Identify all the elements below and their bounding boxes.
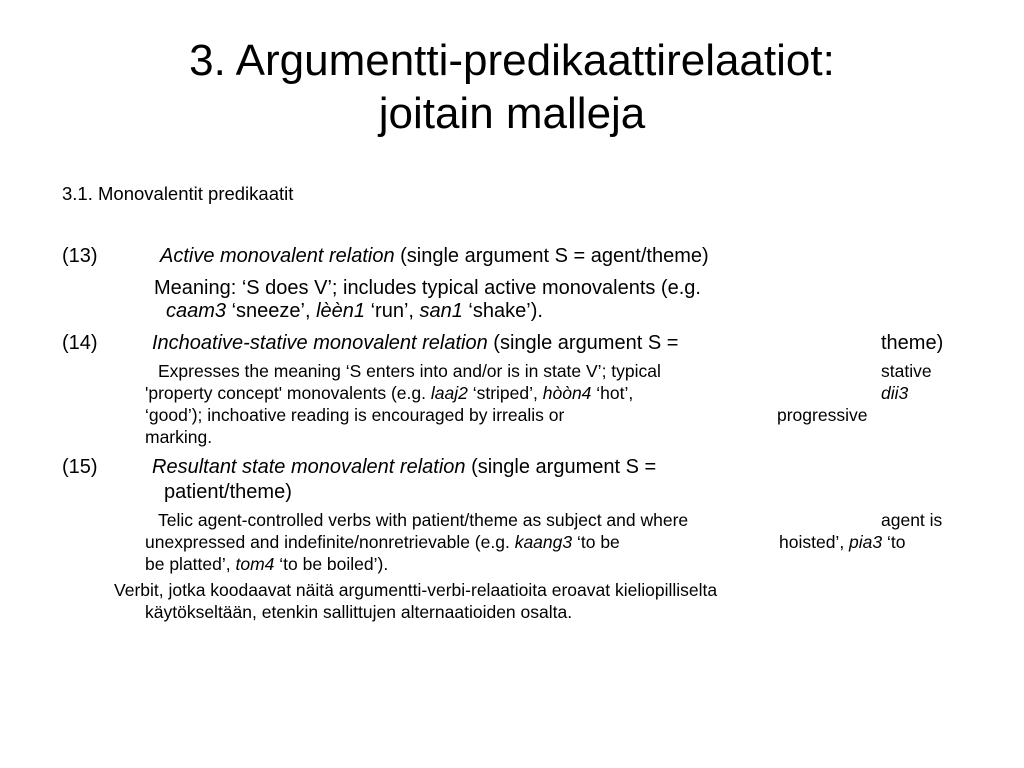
- item-15-heading: [152, 455, 656, 479]
- slide-title-line-2: joitain malleja: [378, 89, 646, 138]
- closing-line-1: Verbit, jotka koodaavat näitä argumentti-verbi-relaatioita eroavat kieliopilliselta: [114, 580, 718, 600]
- gloss: hoisted’,: [779, 532, 850, 552]
- slide-title: [0, 34, 1024, 140]
- gloss: ‘to: [882, 532, 906, 552]
- item-15-desc-line-3: [145, 554, 388, 575]
- example-word: tom4: [235, 554, 275, 574]
- item-15-desc-line-2: [145, 532, 620, 553]
- item-14-desc-line-4: marking.: [145, 427, 213, 447]
- example-word: dii3: [881, 383, 909, 403]
- example-word: caam3: [166, 300, 227, 322]
- item-15-number: (15): [62, 456, 98, 478]
- example-word: pia3: [849, 532, 883, 552]
- item-13-desc-line-1: Meaning: ‘S does V’; includes typical active monovalents (e.g.: [154, 277, 701, 299]
- example-word: hòòn4: [542, 383, 592, 403]
- text: 'property concept' monovalents (e.g.: [145, 383, 431, 403]
- gloss: ‘to be boiled’).: [274, 554, 389, 574]
- item-13-heading-rest: (single argument S = agent/theme): [394, 245, 709, 267]
- item-14-heading-italic: Inchoative-stative monovalent relation: [152, 332, 488, 354]
- item-14-desc-line-3a: ‘good’); inchoative reading is encouraged by irrealis or: [145, 405, 565, 425]
- item-14-desc-line-1a: Expresses the meaning ‘S enters into and/or is in state V’; typical: [158, 361, 661, 381]
- item-15-heading-rest: (single argument S =: [465, 456, 657, 478]
- item-15-heading-line-2: patient/theme): [164, 481, 292, 503]
- subheading: 3.1. Monovalentit predikaatit: [62, 183, 294, 204]
- example-word: san1: [419, 300, 463, 322]
- item-14-number: (14): [62, 332, 98, 354]
- item-15-desc-line-1a: Telic agent-controlled verbs with patient/theme as subject and where: [158, 510, 689, 530]
- item-14-heading: [152, 331, 678, 355]
- example-word: laaj2: [430, 383, 468, 403]
- gloss: ‘shake’).: [462, 300, 543, 322]
- item-14-desc-line-1b: stative: [881, 361, 932, 381]
- item-14-desc-line-3b: progressive: [777, 405, 868, 425]
- item-13-heading-italic: Active monovalent relation: [160, 245, 395, 267]
- item-15-desc-line-2-cont: [779, 532, 906, 553]
- gloss: be platted’,: [145, 554, 236, 574]
- item-14-desc-line-2-word: [881, 383, 908, 404]
- slide-title-line-1: 3. Argumentti-predikaattirelaatiot:: [189, 36, 835, 85]
- gloss: ‘hot’,: [591, 383, 634, 403]
- gloss: ‘striped’,: [467, 383, 543, 403]
- example-word: kaang3: [514, 532, 573, 552]
- item-14-heading-rest: (single argument S =: [487, 332, 679, 354]
- item-15-desc-line-1b: agent is: [881, 510, 943, 530]
- item-15-heading-italic: Resultant state monovalent relation: [152, 456, 466, 478]
- gloss: ‘to be: [572, 532, 620, 552]
- text: unexpressed and indefinite/nonretrievable (e.g.: [145, 532, 515, 552]
- item-13-heading: [160, 244, 709, 268]
- item-13-number: (13): [62, 245, 98, 267]
- example-word: lèèn1: [316, 300, 366, 322]
- closing-line-2: käytökseltään, etenkin sallittujen alternaatioiden osalta.: [145, 602, 573, 622]
- item-14-heading-tail: theme): [881, 332, 944, 354]
- item-13-desc-line-2: [166, 299, 543, 323]
- gloss: ‘run’,: [365, 300, 420, 322]
- gloss: ‘sneeze’,: [226, 300, 317, 322]
- item-14-desc-line-2: [145, 383, 633, 404]
